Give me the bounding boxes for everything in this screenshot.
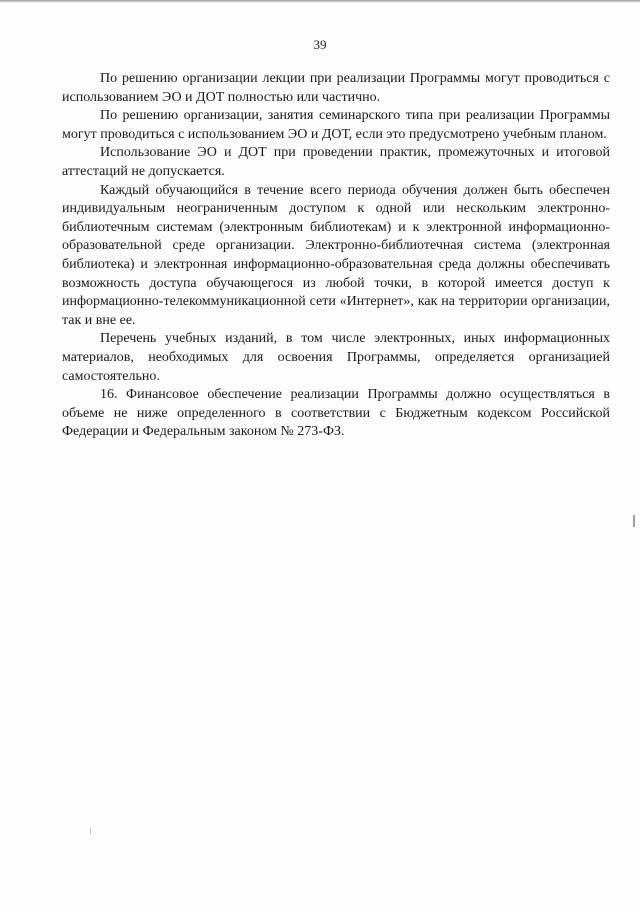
scan-artifact: [633, 515, 635, 527]
document-body: [62, 70, 610, 442]
paragraph-financing: 16. Финансовое обеспечение реализации Программы должно осуществляться в объеме не ниже определенного в соответствии с Бюджетным кодексом Российской Федерации и Федеральным законом № 273-ФЗ.: [62, 387, 610, 440]
page-number: 39: [313, 37, 327, 52]
paragraph-library-access: Каждый обучающийся в течение всего периода обучения должен быть обеспечен индивидуальным неограниченным доступом к одной или нескольким электронно-библиотечным системам (электронным библиотекам) и к электронной информационно-образовательной среде организации. Электронно-библиотечная система (электронная библиотека) и электронная информационно-образовательная среда должны обеспечивать возможность доступа обучающегося из любой точки, в которой имеется доступ к информационно-телекоммуникационной сети «Интернет», как на территории организации, так и вне ее.: [62, 182, 610, 328]
paragraph-materials-list: Перечень учебных изданий, в том числе электронных, иных информационных материалов, необходимых для освоения Программы, определяется организацией самостоятельно.: [62, 331, 610, 384]
scan-edge: [0, 0, 640, 3]
paragraph-practice-restriction: Использование ЭО и ДОТ при проведении практик, промежуточных и итоговой аттестаций не допускается.: [62, 145, 610, 179]
paragraph-lectures: По решению организации лекции при реализации Программы могут проводиться с использованием ЭО и ДОТ полностью или частично.: [62, 71, 610, 105]
paragraph-seminars: По решению организации, занятия семинарского типа при реализации Программы могут проводиться с использованием ЭО и ДОТ, если это предусмотрено учебным планом.: [62, 108, 610, 142]
scan-artifact: [90, 828, 91, 834]
